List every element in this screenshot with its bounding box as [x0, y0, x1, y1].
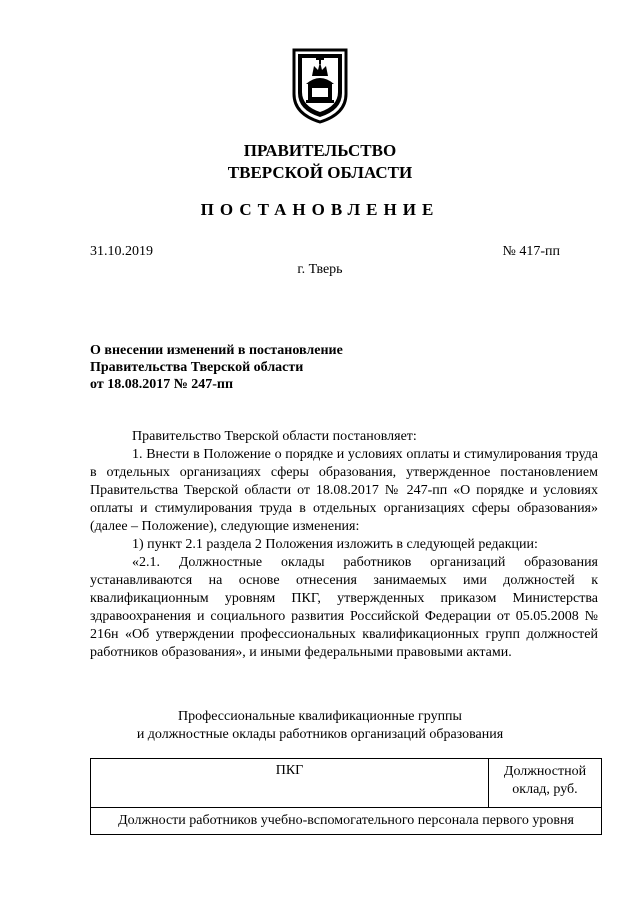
- document-number: № 417-пп: [502, 244, 560, 259]
- table-caption-line2: и должностные оклады работников организаций образования: [136, 727, 504, 742]
- document-city: г. Тверь: [297, 262, 343, 277]
- document-body: [90, 428, 598, 662]
- table-header-row: [91, 759, 602, 808]
- body-paragraph-1: Правительство Тверской области постановляет:: [132, 429, 417, 444]
- table-row: [91, 808, 602, 835]
- organization-name-line2: ТВЕРСКОЙ ОБЛАСТИ: [227, 163, 413, 182]
- document-type: ПОСТАНОВЛЕНИЕ: [200, 200, 440, 219]
- table-header-salary-line2: оклад, руб.: [512, 782, 578, 797]
- salary-table: [90, 758, 602, 835]
- table-row-group-title: Должности работников учебно-вспомогательного персонала первого уровня: [91, 808, 602, 835]
- document-date: 31.10.2019: [90, 244, 153, 259]
- table-header-salary: [489, 759, 602, 808]
- body-paragraph-4: «2.1. Должностные оклады работников организаций образования устанавливаются на основе отнесения занимаемых ими должностей к квалификационным уровням ПКГ, утвержденных приказом Министерства здравоохранения и социального развития Российской Федерации от 05.05.2008 № 216н «Об утверждении профессиональных квалификационных групп должностей работников образования», и иными федеральными правовыми актами.: [90, 555, 598, 660]
- organization-name-line1: ПРАВИТЕЛЬСТВО: [243, 141, 397, 160]
- body-paragraph-2: 1. Внести в Положение о порядке и условиях оплаты и стимулирования труда в отдельных организациях сферы образования, утвержденное постановлением Правительства Тверской области от 18.08.2017 № 247-пп «О порядке и условиях оплаты и стимулирования труда в отдельных организациях сферы образования» (далее – Положение), следующие изменения:: [90, 447, 598, 534]
- coat-of-arms-icon: [288, 42, 352, 124]
- table-header-pkg: ПКГ: [91, 759, 489, 808]
- subject-line1: О внесении изменений в постановление: [90, 343, 343, 358]
- table-caption-line1: Профессиональные квалификационные группы: [178, 709, 462, 724]
- subject-line2: Правительства Тверской области: [90, 360, 304, 375]
- table-header-salary-line1: Должностной: [503, 764, 587, 779]
- body-paragraph-3: 1) пункт 2.1 раздела 2 Положения изложить в следующей редакции:: [132, 537, 538, 552]
- document-subject: [90, 342, 343, 393]
- table-caption: [0, 708, 640, 744]
- subject-line3: от 18.08.2017 № 247-пп: [90, 377, 234, 392]
